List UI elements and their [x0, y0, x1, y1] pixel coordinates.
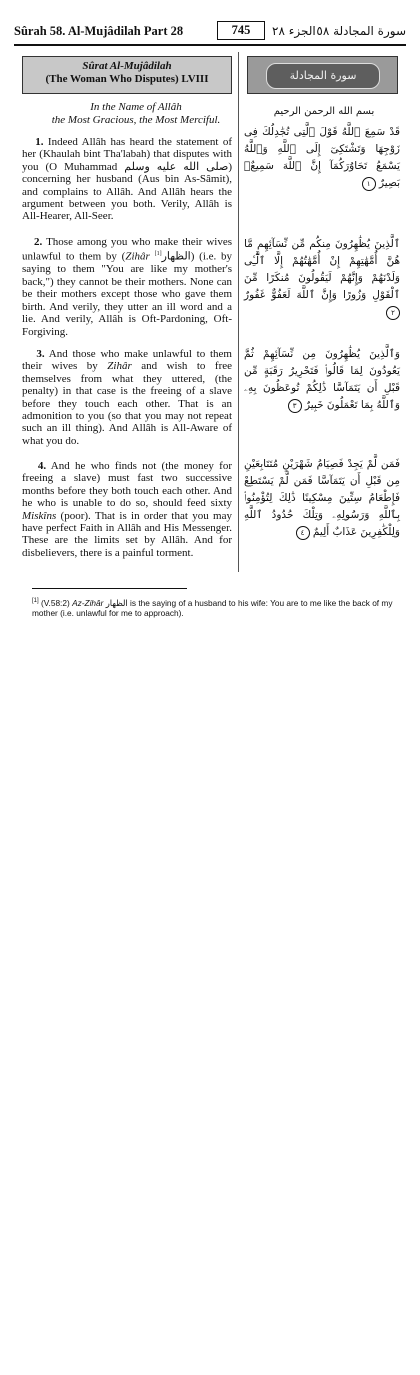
- header-rule: [14, 44, 406, 46]
- arabic-verse-1: [244, 124, 400, 192]
- verse-4: [22, 460, 232, 559]
- verse-term-arabic: الظهار: [161, 251, 191, 264]
- verse-text-part-a: Those among you who make their wives unlawful to them by (: [22, 236, 233, 264]
- verse-term: Zihâr: [107, 360, 132, 373]
- header-juz-arabic: الجزء ٢٨: [272, 24, 316, 38]
- ayah-number-marker: ١: [362, 177, 376, 191]
- verse-text-part-b: ) (i.e. by saying to them "You are like my mother's back,") they cannot be their mothers. None can be their mothers except those who gave them birth. And verily, they utter an ill word and a lie. And verily, Allâh is Oft-Pardoning, Oft-Forgiving.: [22, 251, 233, 338]
- verse-text-part-a: And those who make unlawful to them their wives by: [22, 348, 232, 373]
- footnote-term: Az-Zihâr: [72, 597, 104, 608]
- verse-number: 1.: [35, 136, 44, 148]
- ayah-number-marker: ٤: [296, 526, 310, 540]
- verse-number: 2.: [34, 236, 43, 248]
- arabic-verse-text: فَمَن لَّمْ يَجِدْ فَصِيَامُ شَهْرَيْنِ مُتَتَابِعَيْنِ مِن قَبْلِ أَن يَتَمَآسَّا فَمَن لَّمْ يَسْتَطِعْ فَإِطْعَامُ سِتِّينَ مِسْكِينًا ذَٰلِكَ لِتُؤْمِنُوا۟ بِٱللَّهِ وَرَسُولِهِۦ وَتِلْكَ حُدُودُ ٱللَّهِ وَلِلْكَٰفِرِينَ عَذَابٌ أَلِيمٌ: [244, 458, 400, 538]
- verse-term: Zihâr: [125, 251, 150, 264]
- verse-1: [22, 136, 232, 223]
- column-divider: [238, 52, 239, 572]
- page-number: 745: [217, 21, 265, 40]
- arabic-verse-text: وَٱلَّذِينَ يُظَٰهِرُونَ مِن نِّسَآئِهِمْ ثُمَّ يَعُودُونَ لِمَا قَالُوا۟ فَتَحْرِيرُ رَقَبَةٍ مِّن قَبْلِ أَن يَتَمَآسَّا ذَٰلِكُمْ تُوعَظُونَ بِهِۦ وَٱللَّهُ بِمَا تَعْمَلُونَ خَبِيرٌ: [244, 348, 400, 411]
- footnote-mark[interactable]: [1]: [154, 251, 162, 258]
- header-surah-label: Sûrah 58. Al-Mujâdilah Part 28: [14, 24, 184, 38]
- verse-text-part-a: And he who finds not (the money for freeing a slave) must fast two successive months before they both touch each other. And he who is unable to do so, should feed sixty: [22, 460, 232, 510]
- arabic-verse-text: قَدْ سَمِعَ ٱللَّهُ قَوْلَ ٱلَّتِى تُجَٰدِلُكَ فِى زَوْجِهَا وَتَشْتَكِىٓ إِلَى ٱللَّهِ وَٱللَّهُ يَسْمَعُ تَحَاوُرَكُمَآ إِنَّ ٱللَّهَ سَمِيعٌۢ بَصِيرٌ: [244, 126, 400, 189]
- footnote-number: [1]: [32, 598, 39, 604]
- verse-text: Indeed Allâh has heard the statement of her (Khaulah bint Tha'labah) that disputes with you (O Muhammad صلى الله عليه وسلم) concerning her husband (Aus bin As-Sâmit), and complains to Allâh. And Allâh hears the argument between you both. Verily, Allâh is All-Hearer, All-Seer.: [22, 136, 233, 223]
- verse-3: [22, 348, 232, 447]
- page-header: [14, 24, 406, 42]
- verse-number: 3.: [36, 348, 45, 360]
- ayah-number-marker: ٢: [386, 306, 400, 320]
- arabic-verse-4: [244, 456, 400, 541]
- arabic-verse-2: [244, 236, 400, 321]
- verse-term: Miskîns: [22, 509, 57, 522]
- verse-2: [22, 236, 232, 338]
- verse-number: 4.: [37, 460, 47, 472]
- basmala-line-2: the Most Gracious, the Most Merciful.: [51, 114, 221, 126]
- surah-title-box: [22, 56, 232, 94]
- footnote-rule: [32, 588, 187, 589]
- basmala-arabic: بسم الله الرحمن الرحيم: [273, 106, 375, 117]
- footnote-ref: (V.58:2): [40, 597, 70, 608]
- surah-title-translation: (The Woman Who Disputes) LVIII: [45, 73, 209, 85]
- arabic-title-text: سورة المجادلة: [266, 63, 380, 89]
- ayah-number-marker: ٣: [288, 399, 302, 413]
- surah-title-name: Sûrat Al-Mujâdilah: [82, 60, 172, 72]
- footnote-term-arabic: الظهار: [105, 597, 128, 608]
- verse-text-part-b: (poor). That is in order that you may have perfect Faith in Allâh and His Messenger. These are the limits set by Allâh. And for disbelievers, there is a painful torment.: [22, 509, 232, 559]
- basmala-line-1: In the Name of Allâh: [90, 101, 182, 113]
- footnote-text: is the saying of a husband to his wife: You are to me like the back of my mother (i.e. unlawful for me to approach).: [32, 597, 393, 618]
- footnote: [32, 596, 397, 618]
- arabic-title-banner: [247, 56, 398, 94]
- arabic-verse-text: ٱلَّذِينَ يُظَٰهِرُونَ مِنكُم مِّن نِّسَآئِهِم مَّا هُنَّ أُمَّهَٰتِهِمْ إِنْ أُمَّهَٰتُهُمْ إِلَّا ٱلَّٰٓـِٔى وَلَدْنَهُمْ وَإِنَّهُمْ لَيَقُولُونَ مُنكَرًا مِّنَ ٱلْقَوْلِ وَزُورًا وَإِنَّ ٱللَّهَ لَعَفُوٌّ غَفُورٌ: [244, 238, 400, 301]
- basmala-english: [42, 101, 230, 127]
- verse-text-part-b: and wish to free themselves from what they uttered, (the penalty) in that case is the freeing of a slave before they touch each other. That is an admonition to you (so that you may not repeat such an ill thing). And Allâh is All-Aware of what you do.: [22, 360, 232, 447]
- arabic-verse-3: [244, 346, 400, 414]
- header-surah-arabic: سورة المجادلة ٥٨: [316, 24, 406, 38]
